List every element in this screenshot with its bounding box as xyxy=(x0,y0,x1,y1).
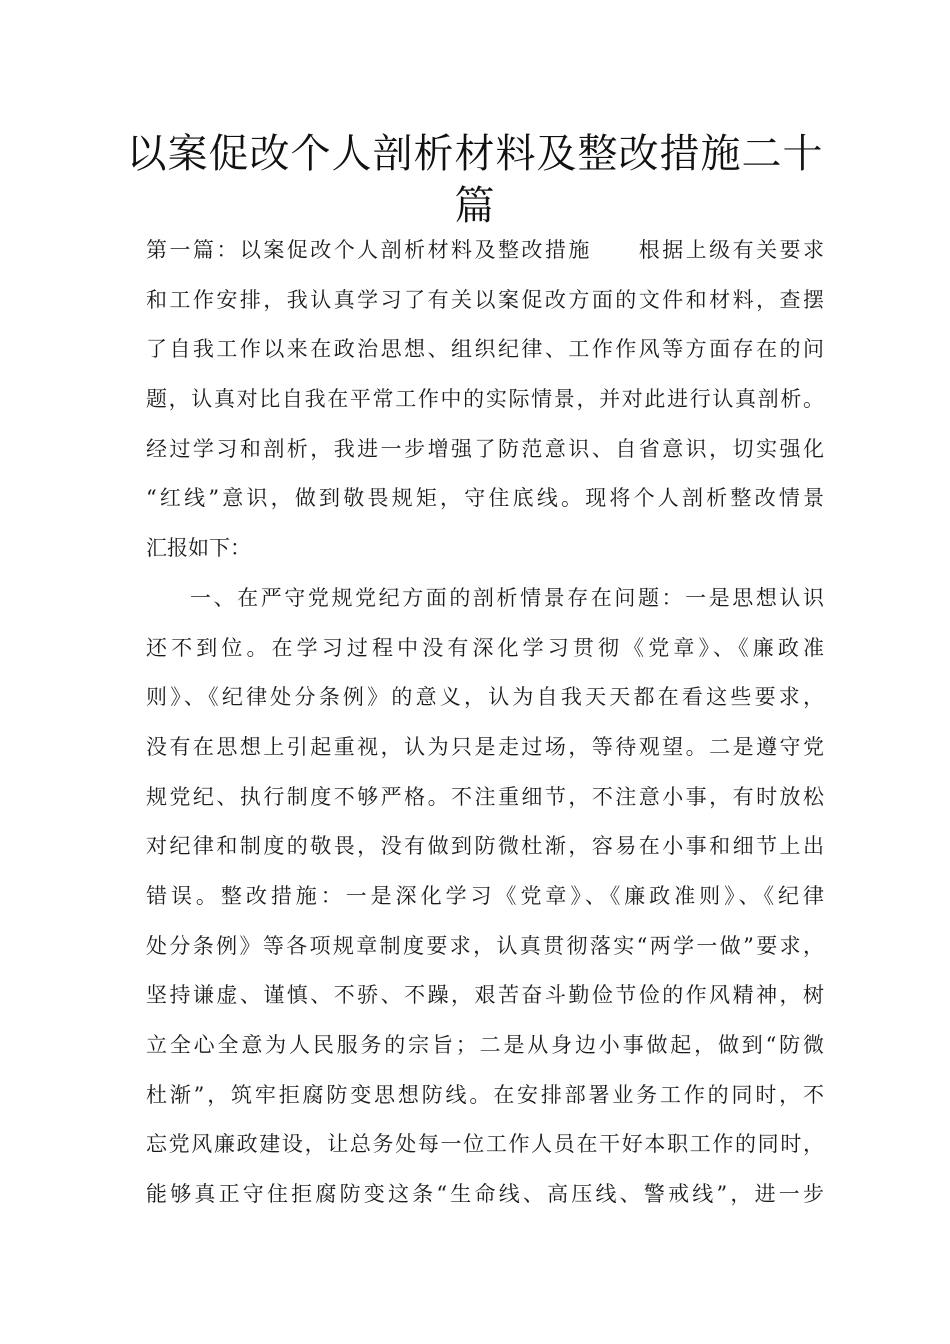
text-line: 了自我工作以来在政治思想、组织纪律、工作作风等方面存在的问 xyxy=(146,337,824,362)
text-line: 规党纪、执行制度不够严格。不注重细节，不注意小事，有时放松 xyxy=(146,784,824,809)
text-line: 坚持谦虚、谨慎、不骄、不躁，艰苦奋斗勤俭节俭的作风精神，树 xyxy=(146,983,824,1008)
text-line: 能够真正守住拒腐防变这条“生命线、高压线、警戒线”，进一步 xyxy=(146,1182,824,1207)
text-line: 题，认真对比自我在平常工作中的实际情景，并对此进行认真剖析。 xyxy=(146,387,824,412)
text-line: “红线”意识，做到敬畏规矩，守住底线。现将个人剖析整改情景 xyxy=(146,486,824,511)
text-line: 和工作安排，我认真学习了有关以案促改方面的文件和材料，查摆 xyxy=(146,287,824,312)
text-line: 忘党风廉政建设，让总务处每一位工作人员在干好本职工作的同时， xyxy=(146,1132,824,1157)
text-line: 处分条例》等各项规章制度要求，认真贯彻落实“两学一做”要求， xyxy=(146,933,824,958)
paragraph-1 xyxy=(146,230,824,578)
text-line: 汇报如下： xyxy=(146,536,251,561)
text-line: 对纪律和制度的敬畏，没有做到防微杜渐，容易在小事和细节上出 xyxy=(146,834,824,859)
document-body xyxy=(146,230,824,1224)
text-line: 经过学习和剖析，我进一步增强了防范意识、自省意识，切实强化 xyxy=(146,436,824,461)
text-line: 则》、《纪律处分条例》的意义，认为自我天天都在看这些要求， xyxy=(146,685,824,710)
title-line: 篇 xyxy=(454,183,496,229)
text-line: 杜渐”，筑牢拒腐防变思想防线。在安排部署业务工作的同时，不 xyxy=(146,1082,824,1107)
title-line: 以案促改个人剖析材料及整改措施二十 xyxy=(126,131,824,177)
text-line: 错误。整改措施：一是深化学习《党章》、《廉政准则》、《纪律 xyxy=(146,883,824,908)
text-line: 第一篇：以案促改个人剖析材料及整改措施 根据上级有关要求 xyxy=(146,238,824,262)
text-line: 立全心全意为人民服务的宗旨；二是从身边小事做起，做到“防微 xyxy=(146,1033,824,1057)
text-line: 还不到位。在学习过程中没有深化学习贯彻《党章》、《廉政准 xyxy=(146,635,824,660)
text-line: 没有在思想上引起重视，认为只是走过场，等待观望。二是遵守党 xyxy=(146,734,824,759)
paragraph-2 xyxy=(146,578,824,1224)
text-line: 一、在严守党规党纪方面的剖析情景存在问题：一是思想认识 xyxy=(190,585,824,610)
document-title xyxy=(100,128,850,232)
